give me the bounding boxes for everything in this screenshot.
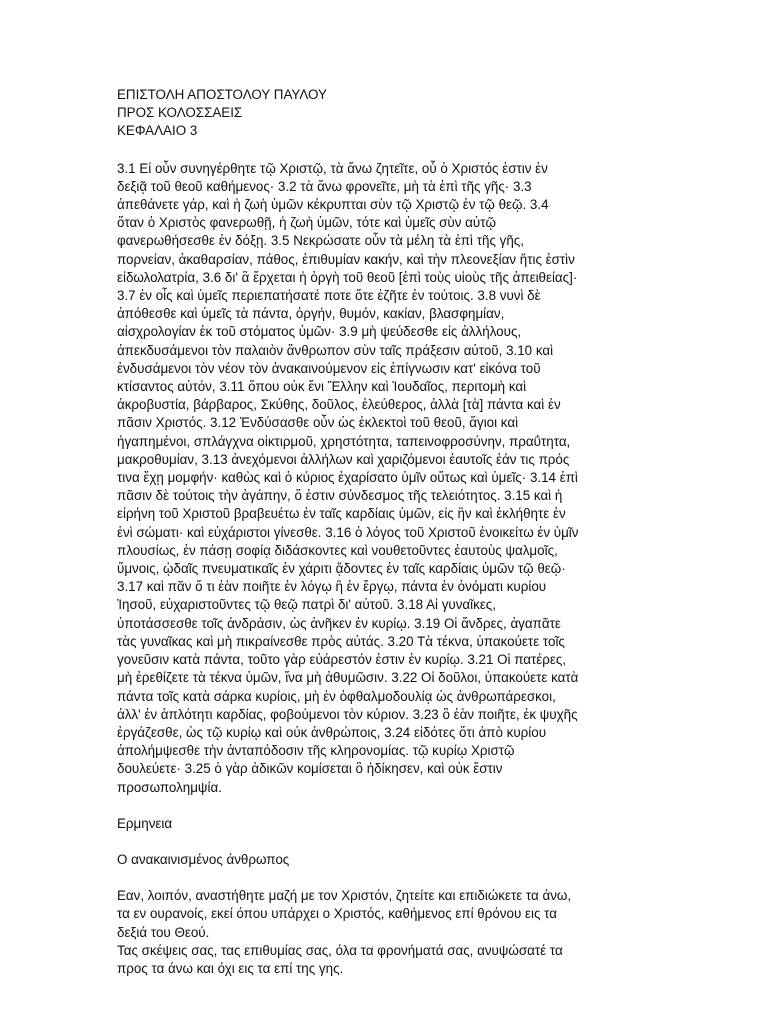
section-title: Ερμηνεια: [117, 815, 173, 831]
heading-chapter: ΚΕΦΑΛΑΙΟ 3: [117, 123, 198, 139]
heading-recipients: ΠΡΟΣ ΚΟΛΟΣΣΑΕΙΣ: [117, 105, 243, 121]
scripture-text: 3.1 Εἰ οὖν συνηγέρθητε τῷ Χριστῷ, τὰ ἄνω ζητεῖτε, οὗ ὁ Χριστός ἐστιν ἐν δεξιᾷ τοῦ θεοῦ καθήμενος· 3.2 τὰ ἄνω φρονεῖτε, μὴ τὰ ἐπὶ τῆς γῆς· 3.3 ἀπεθάνετε γάρ, καὶ ἡ ζωὴ ὑμῶν κέκρυπται σὺν τῷ Χριστῷ ἐν τῷ θεῷ. 3.4 ὅταν ὁ Χριστὸς φανερωθῇ, ἡ ζωὴ ὑμῶν, τότε καὶ ὑμεῖς σὺν αὐτῷ φανερωθήσεσθε ἐν δόξῃ. 3.5 Νεκρώσατε οὖν τὰ μέλη τὰ ἐπὶ τῆς γῆς, πορνείαν, ἀκαθαρσίαν, πάθος, ἐπιθυμίαν κακήν, καὶ τὴν πλεονεξίαν ἥτις ἐστὶν εἰδωλολατρία, 3.6 δι' ἃ ἔρχεται ἡ ὀργὴ τοῦ θεοῦ [ἐπὶ τοὺς υἱοὺς τῆς ἀπειθείας]· 3.7 ἐν οἷς καὶ ὑμεῖς περιεπατήσατέ ποτε ὅτε ἐζῆτε ἐν τούτοις. 3.8 νυνὶ δὲ ἀπόθεσθε καὶ ὑμεῖς τὰ πάντα, ὀργήν, θυμόν, κακίαν, βλασφημίαν, αἰσχρολογίαν ἐκ τοῦ στόματος ὑμῶν· 3.9 μὴ ψεύδεσθε εἰς ἀλλήλους, ἀπεκδυσάμενοι τὸν παλαιὸν ἄνθρωπον σὺν ταῖς πράξεσιν αὐτοῦ, 3.10 καὶ ἐνδυσάμενοι τὸν νέον τὸν ἀνακαινούμενον εἰς ἐπίγνωσιν κατ' εἰκόνα τοῦ κτίσαντος αὐτόν, 3.11 ὅπου οὐκ ἔνι Ἕλλην καὶ Ἰουδαῖος, περιτομὴ καὶ ἀκροβυστία, βάρβαρος, Σκύθης, δοῦλος, ἐλεύθερος, ἀλλὰ [τὰ] πάντα καὶ ἐν πᾶσιν Χριστός. 3.12 Ἐνδύσασθε οὖν ὡς ἐκλεκτοὶ τοῦ θεοῦ, ἅγιοι καὶ ἠγαπημένοι, σπλάγχνα οἰκτιρμοῦ, χρηστότητα, ταπεινοφροσύνην, πραΰτητα, μακροθυμίαν, 3.13 ἀνεχόμενοι ἀλλήλων καὶ χαριζόμενοι ἑαυτοῖς ἐάν τις πρός τινα ἔχῃ μομφήν· καθὼς καὶ ὁ κύριος ἐχαρίσατο ὑμῖν οὕτως καὶ ὑμεῖς· 3.14 ἐπὶ πᾶσιν δὲ τούτοις τὴν ἀγάπην, ὅ ἐστιν σύνδεσμος τῆς τελειότητος. 3.15 καὶ ἡ εἰρήνη τοῦ Χριστοῦ βραβευέτω ἐν ταῖς καρδίαις ὑμῶν, εἰς ἣν καὶ ἐκλήθητε ἐν ἑνὶ σώματι· καὶ εὐχάριστοι γίνεσθε. 3.16 ὁ λόγος τοῦ Χριστοῦ ἐνοικείτω ἐν ὑμῖν πλουσίως, ἐν πάσῃ σοφίᾳ διδάσκοντες καὶ νουθετοῦντες ἑαυτοὺς ψαλμοῖς, ὕμνοις, ᾠδαῖς πνευματικαῖς ἐν χάριτι ᾄδοντες ἐν ταῖς καρδίαις ὑμῶν τῷ θεῷ· 3.17 καὶ πᾶν ὅ τι ἐὰν ποιῆτε ἐν λόγῳ ἢ ἐν ἔργῳ, πάντα ἐν ὀνόματι κυρίου Ἰησοῦ, εὐχαριστοῦντες τῷ θεῷ πατρὶ δι' αὐτοῦ. 3.18 Αἱ γυναῖκες, ὑποτάσσεσθε τοῖς ἀνδράσιν, ὡς ἀνῆκεν ἐν κυρίῳ. 3.19 Οἱ ἄνδρες, ἀγαπᾶτε τὰς γυναῖκας καὶ μὴ πικραίνεσθε πρὸς αὐτάς. 3.20 Τὰ τέκνα, ὑπακούετε τοῖς γονεῦσιν κατὰ πάντα, τοῦτο γὰρ εὐάρεστόν ἐστιν ἐν κυρίῳ. 3.21 Οἱ πατέρες, μὴ ἐρεθίζετε τὰ τέκνα ὑμῶν, ἵνα μὴ ἀθυμῶσιν. 3.22 Οἱ δοῦλοι, ὑπακούετε κατὰ πάντα τοῖς κατὰ σάρκα κυρίοις, μὴ ἐν ὀφθαλμοδουλίᾳ ὡς ἀνθρωπάρεσκοι, ἀλλ' ἐν ἁπλότητι καρδίας, φοβούμενοι τὸν κύριον. 3.23 ὃ ἐὰν ποιῆτε, ἐκ ψυχῆς ἐργάζεσθε, ὡς τῷ κυρίῳ καὶ οὐκ ἀνθρώποις, 3.24 εἰδότες ὅτι ἀπὸ κυρίου ἀπολήμψεσθε τὴν ἀνταπόδοσιν τῆς κληρονομίας. τῷ κυρίῳ Χριστῷ δουλεύετε· 3.25 ὁ γὰρ ἀδικῶν κομίσεται ὃ ἠδίκησεν, καὶ οὐκ ἔστιν προσωπολημψία.: [117, 160, 579, 795]
document-heading: [117, 86, 655, 141]
heading-epistle-title: ΕΠΙΣΤΟΛΗ ΑΠΟΣΤΟΛΟΥ ΠΑΥΛΟΥ: [117, 87, 327, 102]
document-page: [117, 86, 655, 992]
commentary-text: Εαν, λοιπόν, αναστήθητε μαζή με τον Χριστόν, ζητείτε και επιδιώκετε τα άνω, τα εν ουρανοίς, εκεί όπου υπάρχει ο Χριστός, καθήμενος επί θρόνου εις τα δεξιά του Θεού. Τας σκέψεις σας, τας επιθυμίας σας, όλα τα φρονήματά σας, ανυψώσατέ τα προς τα άνω και όχι εις τα επί της γης.: [117, 888, 572, 976]
section-subtitle: Ο ανακαινισμένος άνθρωπος: [117, 851, 290, 867]
